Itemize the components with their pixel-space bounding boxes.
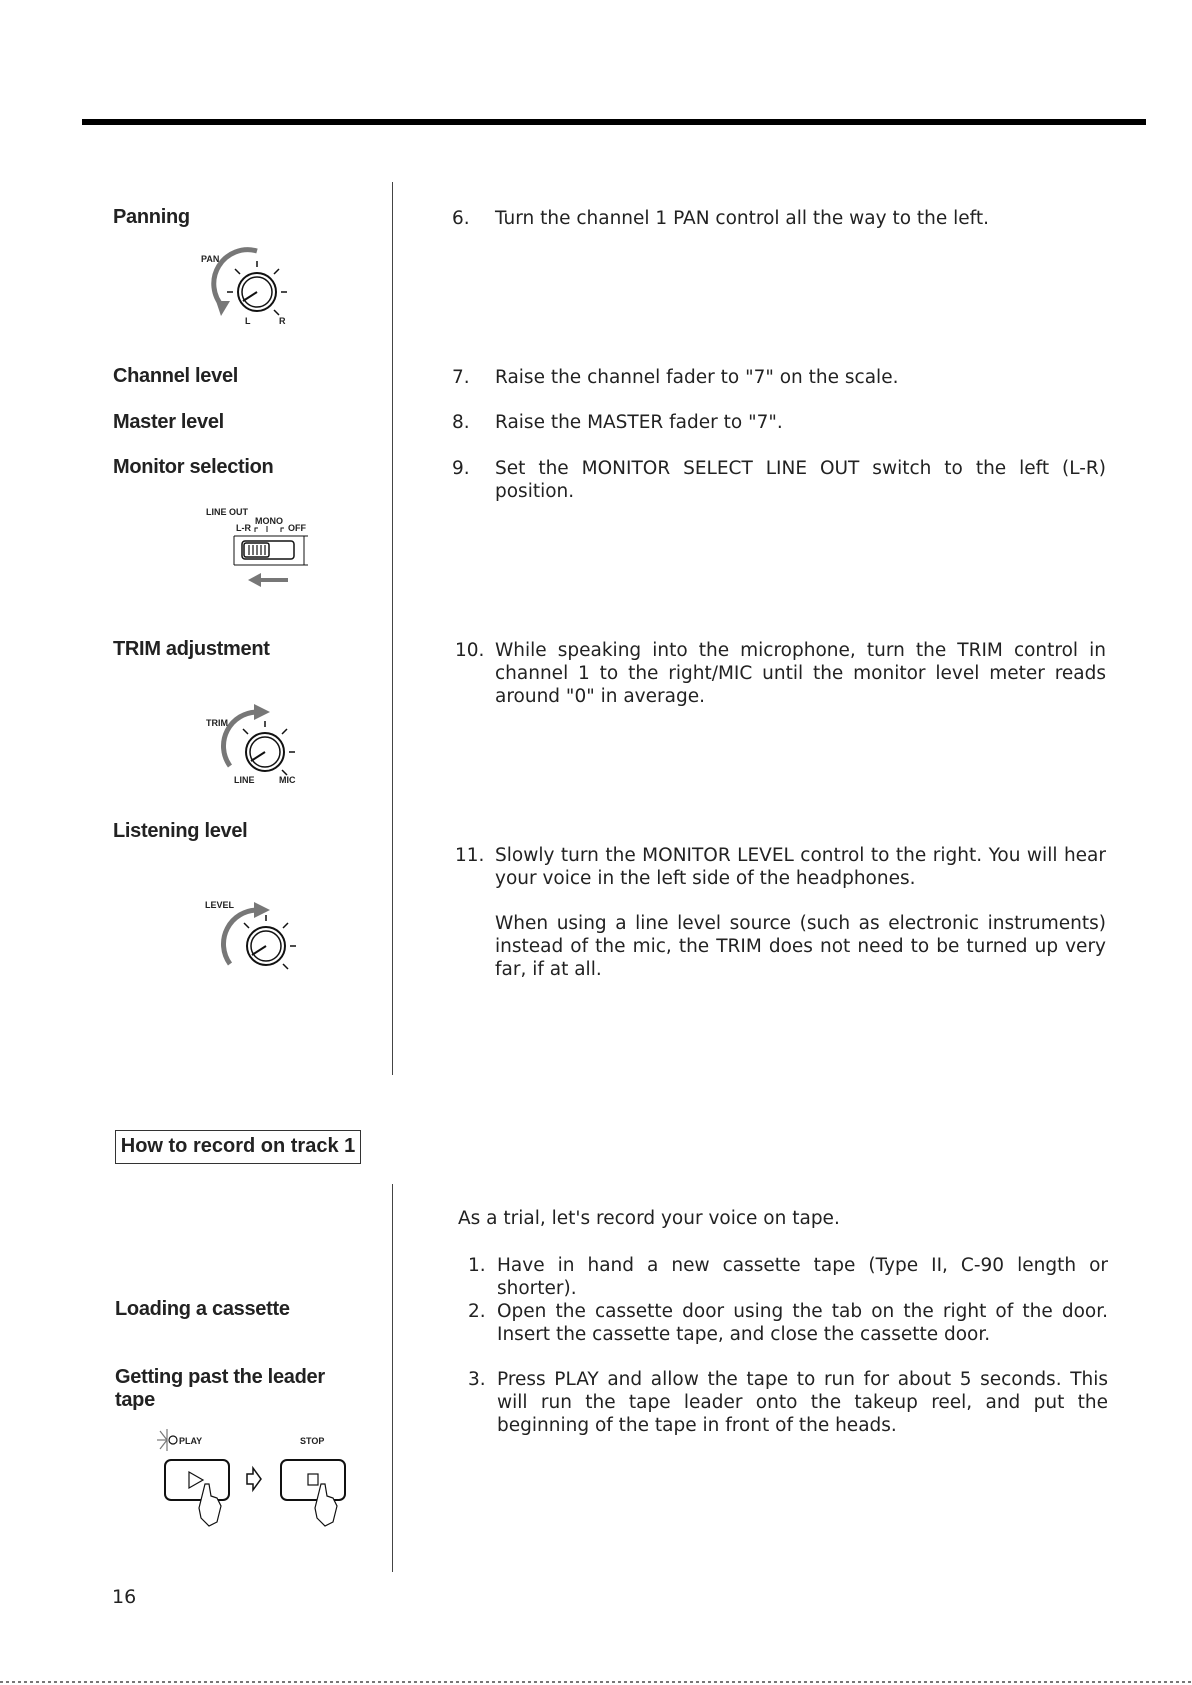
step-text: Slowly turn the MONITOR LEVEL control to the right. You will hear your voice in the left side of the headphones. <box>495 845 1106 889</box>
column-divider-upper <box>392 182 393 1075</box>
step-1 <box>454 1254 1108 1300</box>
step-number: 6. <box>452 208 470 229</box>
step-number: 2. <box>468 1301 486 1322</box>
step-note: When using a line level source (such as electronic instruments) instead of the mic, the TRIM does not need to be turned up very far, if at all. <box>495 913 1106 980</box>
step-number: 7. <box>452 367 470 388</box>
step-text: Set the MONITOR SELECT LINE OUT switch to the left (L-R) position. <box>495 458 1106 502</box>
pan-left-label: L <box>245 316 251 326</box>
label-panning: Panning <box>113 206 190 228</box>
label-listening-level: Listening level <box>113 820 248 842</box>
step-number: 10. <box>455 640 485 661</box>
line-out-label: LINE OUT <box>206 507 248 517</box>
label-trim-adjustment: TRIM adjustment <box>113 638 270 660</box>
step-text: While speaking into the microphone, turn the TRIM control in channel 1 to the right/MIC until the monitor level meter reads around "0" in average. <box>495 640 1106 707</box>
page-number: 16 <box>112 1586 137 1608</box>
step-3 <box>454 1368 1108 1437</box>
step-text: Have in hand a new cassette tape (Type II, C-90 length or shorter). <box>497 1255 1108 1299</box>
level-knob-figure <box>200 890 310 970</box>
pan-arrowhead-icon <box>216 301 230 316</box>
left-arrow-icon <box>248 573 261 587</box>
intro-text: As a trial, let's record your voice on tape. <box>458 1208 840 1229</box>
step-text: Turn the channel 1 PAN control all the way to the left. <box>495 208 990 229</box>
step-number: 8. <box>452 412 470 433</box>
label-channel-level: Channel level <box>113 365 239 387</box>
step-text: Press PLAY and allow the tape to run for about 5 seconds. This will run the tape leader onto the takeup reel, and put the beginning of the tape in front of the heads. <box>497 1369 1108 1436</box>
step-10 <box>455 639 1106 708</box>
trim-figure-label: TRIM <box>206 718 228 728</box>
label-leader-line2: tape <box>115 1389 155 1411</box>
off-label: OFF <box>288 523 306 533</box>
play-button-icon <box>165 1460 229 1500</box>
lr-label: L-R <box>236 523 251 533</box>
step-8 <box>452 411 1106 434</box>
column-divider-lower <box>392 1184 393 1572</box>
trim-right-label: MIC <box>279 775 296 785</box>
play-label: PLAY <box>179 1436 203 1446</box>
label-leader-line1: Getting past the leader <box>115 1366 325 1388</box>
level-figure-label: LEVEL <box>205 900 235 910</box>
trim-left-label: LINE <box>234 775 255 785</box>
pan-knob-figure <box>195 245 305 330</box>
pan-right-label: R <box>279 316 286 326</box>
mono-label: MONO <box>255 516 283 526</box>
next-arrow-icon <box>247 1468 261 1490</box>
pan-figure-label: PAN <box>201 254 220 264</box>
stop-button-icon <box>281 1460 345 1500</box>
step-9 <box>452 457 1106 503</box>
step-number: 9. <box>452 458 470 479</box>
line-out-switch-figure <box>200 505 320 590</box>
step-6 <box>452 207 1106 230</box>
step-text: Raise the MASTER fader to "7". <box>495 412 783 433</box>
step-number: 1. <box>468 1255 486 1276</box>
label-loading-cassette: Loading a cassette <box>115 1298 290 1320</box>
trim-knob-figure <box>200 700 310 790</box>
label-leader-tape <box>115 1366 325 1412</box>
label-monitor-selection: Monitor selection <box>113 456 274 478</box>
level-arrowhead-icon <box>254 902 270 918</box>
trim-arrowhead-icon <box>254 704 270 720</box>
label-master-level: Master level <box>113 411 224 433</box>
bottom-edge <box>0 1681 1192 1683</box>
step-number: 3. <box>468 1369 486 1390</box>
stop-label: STOP <box>300 1436 325 1446</box>
step-number: 11. <box>455 845 485 866</box>
step-7 <box>452 366 1106 389</box>
section-heading: How to record on track 1 <box>115 1130 361 1164</box>
step-2 <box>454 1300 1108 1346</box>
step-11 <box>455 844 1106 981</box>
step-text: Open the cassette door using the tab on the right of the door. Insert the cassette tape, and close the cassette door. <box>497 1301 1108 1345</box>
play-lamp-icon <box>157 1429 167 1451</box>
transport-figure <box>155 1422 355 1534</box>
step-text: Raise the channel fader to "7" on the scale. <box>495 367 899 388</box>
top-rule <box>82 119 1146 125</box>
